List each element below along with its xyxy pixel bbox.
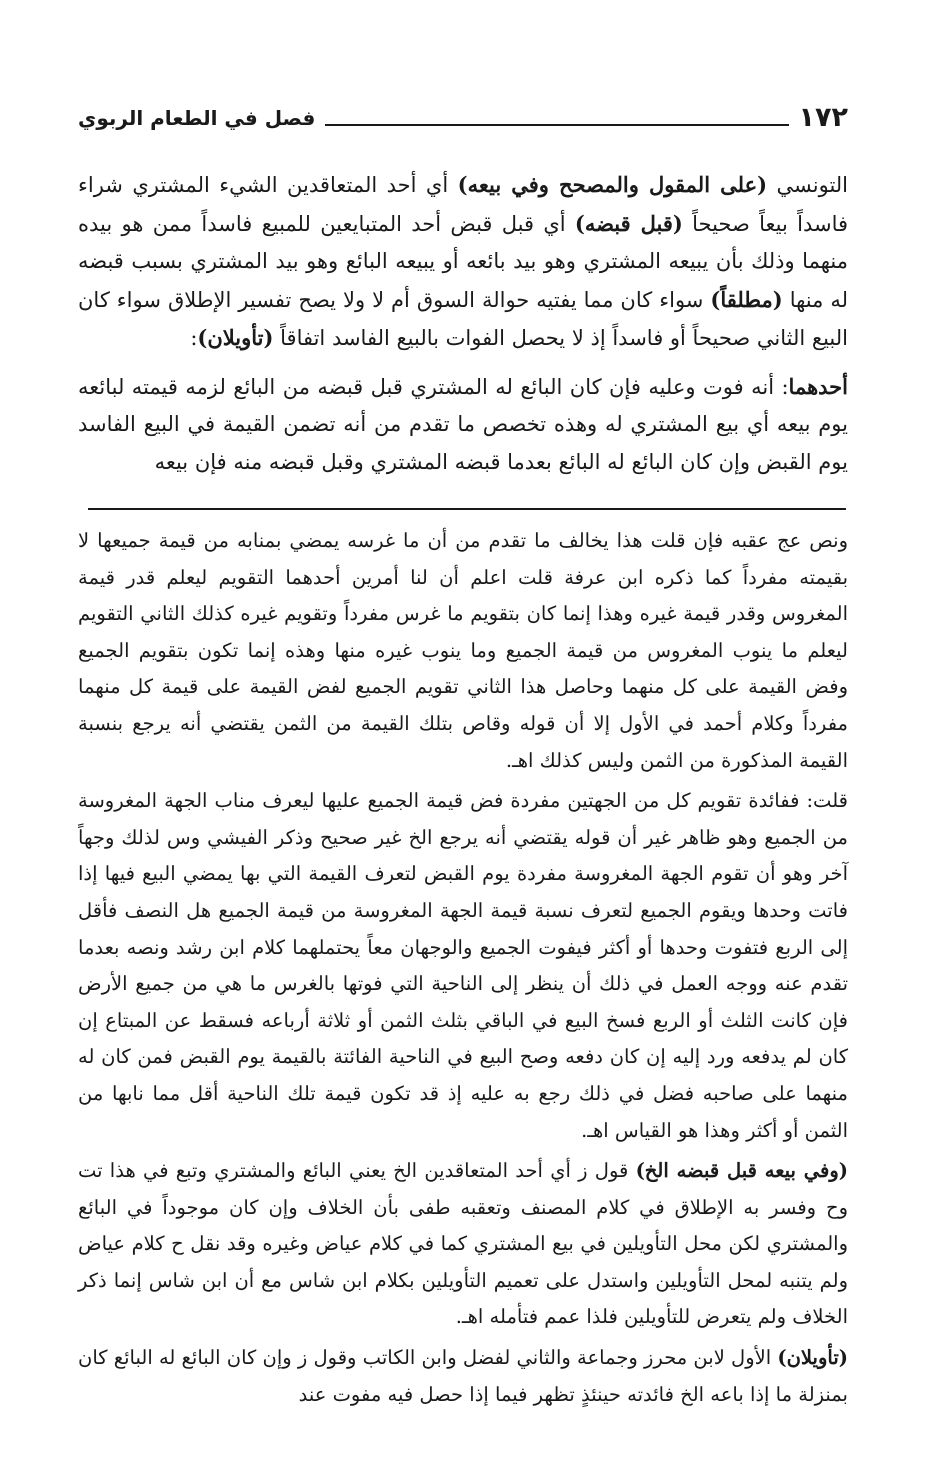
book-page	[78, 96, 848, 1426]
main-paragraph	[78, 166, 848, 358]
footnote-divider	[88, 508, 846, 510]
running-title: فصل في الطعام الربوي	[78, 106, 316, 130]
main-paragraph	[78, 368, 848, 482]
header-rule	[325, 124, 788, 126]
text-span: أي أحد المتعاقدين الشيء المشتري شراء فاسداً بيعاً صحيحاً	[78, 173, 849, 236]
bold-term: (وفي بيعه قبل قبضه الخ)	[635, 1159, 848, 1183]
text-span: : أنه فوت وعليه فإن كان البائع له المشتري قبل قبضه من البائع لزمه قيمته لبائعه يوم بيعه أي بيع المشتري له وهذه تخصص ما تقدم من أنه تضمن القيمة في البيع الفاسد يوم القبض وإن كان البائع له البائع بعدما قبضه المشتري وقبل قبضه منه فإن بيعه	[78, 374, 848, 474]
text-span: قول ز أي أحد المتعاقدين الخ يعني البائع والمشتري وتبع في هذا تت وح وفسر به الإطلاق في كلام المصنف وتعقبه طفى بأن الخلاف وإن كان موجوداً في البائع والمشتري لكن محل التأويلين في بيع المشتري كما في كلام عياض وغيره وقد نقل ح كلام عياض ولم يتنبه لمحل التأويلين واستدل على تعميم التأويلين بكلام ابن شاس مع أن ابن شاس إنما ذكر الخلاف ولم يتعرض للتأويلين فلذا عمم فتأمله اهـ.	[78, 1159, 848, 1329]
text-span: التونسي	[767, 173, 849, 197]
note-paragraph	[78, 1340, 848, 1413]
bold-term: (على المقول والمصحح وفي بيعه)	[457, 172, 768, 197]
bold-term: (مطلقاً)	[710, 286, 783, 312]
page-header	[78, 96, 848, 136]
commentary-notes	[78, 523, 848, 1417]
bold-term: (قبل قبضه)	[574, 210, 683, 236]
note-paragraph	[78, 1153, 848, 1336]
note-paragraph: قلت: ففائدة تقويم كل من الجهتين مفردة فض قيمة الجميع عليها ليعرف مناب الجهة المغروسة من الجميع وهو ظاهر غير أن قوله يقتضي أنه يرجع الخ غير صحيح وذكر الفيشي وس لذلك وجهاً آخر وهو أن تقوم الجهة المغروسة مفردة يوم القبض لتعرف القيمة التي بها يمضي البيع فيها إذا فاتت وحدها ويقوم الجميع لتعرف نسبة قيمة الجهة المغروسة من قيمة الجميع هل النصف فأقل إلى الربع فتفوت وحدها أو أكثر فيفوت الجميع والوجهان معاً يحتملهما كلام ابن رشد ونصه بعدما تقدم عنه ووجه العمل في ذلك أن ينظر إلى الناحية التي فوتها بالغرس ما هي من جميع الأرض فإن كانت الثلث أو الربع فسخ البيع في الباقي بثلث الثمن أو ثلاثة أرباعه فسقط عن المبتاع إن كان لم يدفعه ورد إليه إن كان دفعه وصح البيع في الناحية الفائتة بالقيمة يوم القبض فمن كان له منهما على صاحبه فضل في ذلك رجع به عليه إذ قد تكون قيمة تلك الناحية أقل مما نابها من الثمن أو أكثر وهذا هو القياس اهـ.	[78, 789, 848, 1142]
bold-term: (تأويلان)	[197, 325, 274, 350]
text-span: :	[190, 326, 198, 350]
main-text	[78, 166, 848, 491]
text-span: سواء كان مما يفتيه حوالة السوق أم لا ولا يصح تفسير الإطلاق سواء كان البيع الثاني صحيحاً أو فاسداً إذ لا يحصل الفوات بالبيع الفاسد اتفاقاً	[78, 287, 848, 350]
page-number: ١٧٢	[798, 102, 848, 133]
bold-term: أحدهما	[788, 373, 848, 399]
text-span: الأول لابن محرز وجماعة والثاني لفضل وابن الكاتب وقول ز وإن كان البائع له البائع كان بمنزلة ما إذا باعه الخ فائدته حينئذٍ تظهر فيما إذا حصل فيه مفوت عند	[78, 1346, 848, 1406]
text-span: أي قبل قبض أحد المتبايعين للمبيع فاسداً ممن هو بيده منهما وذلك بأن يبيعه المشتري وهو بيد بائعه أو يبيعه البائع وهو بيد المشتري بسبب قبضه له منها	[78, 211, 849, 312]
bold-term: (تأويلان)	[777, 1346, 848, 1370]
note-paragraph: ونص عج عقبه فإن قلت هذا يخالف ما تقدم من أن ما غرسه يمضي بمنابه من قيمة جميعها لا بقيمته مفرداً كما ذكره ابن عرفة قلت اعلم أن لنا أمرين أحدهما التقويم ليعلم قدر قيمة المغروس وقدر قيمة غيره وهذا إنما كان بتقويم ما غرس مفرداً وتقويم غيره كذلك الثاني التقويم ليعلم ما ينوب المغروس من قيمة الجميع وما ينوب غيره منها وهذه إنما تكون بتقويم الجميع وفض القيمة على كل منهما وحاصل هذا الثاني تقويم الجميع لفض القيمة على قيمة كل منهما مفرداً وكلام أحمد في الأول إلا أن قوله وقاص بتلك القيمة من الثمن يقتضي أنه يرجع بنسبة القيمة المذكورة من الثمن وليس كذلك اهـ.	[78, 529, 848, 772]
